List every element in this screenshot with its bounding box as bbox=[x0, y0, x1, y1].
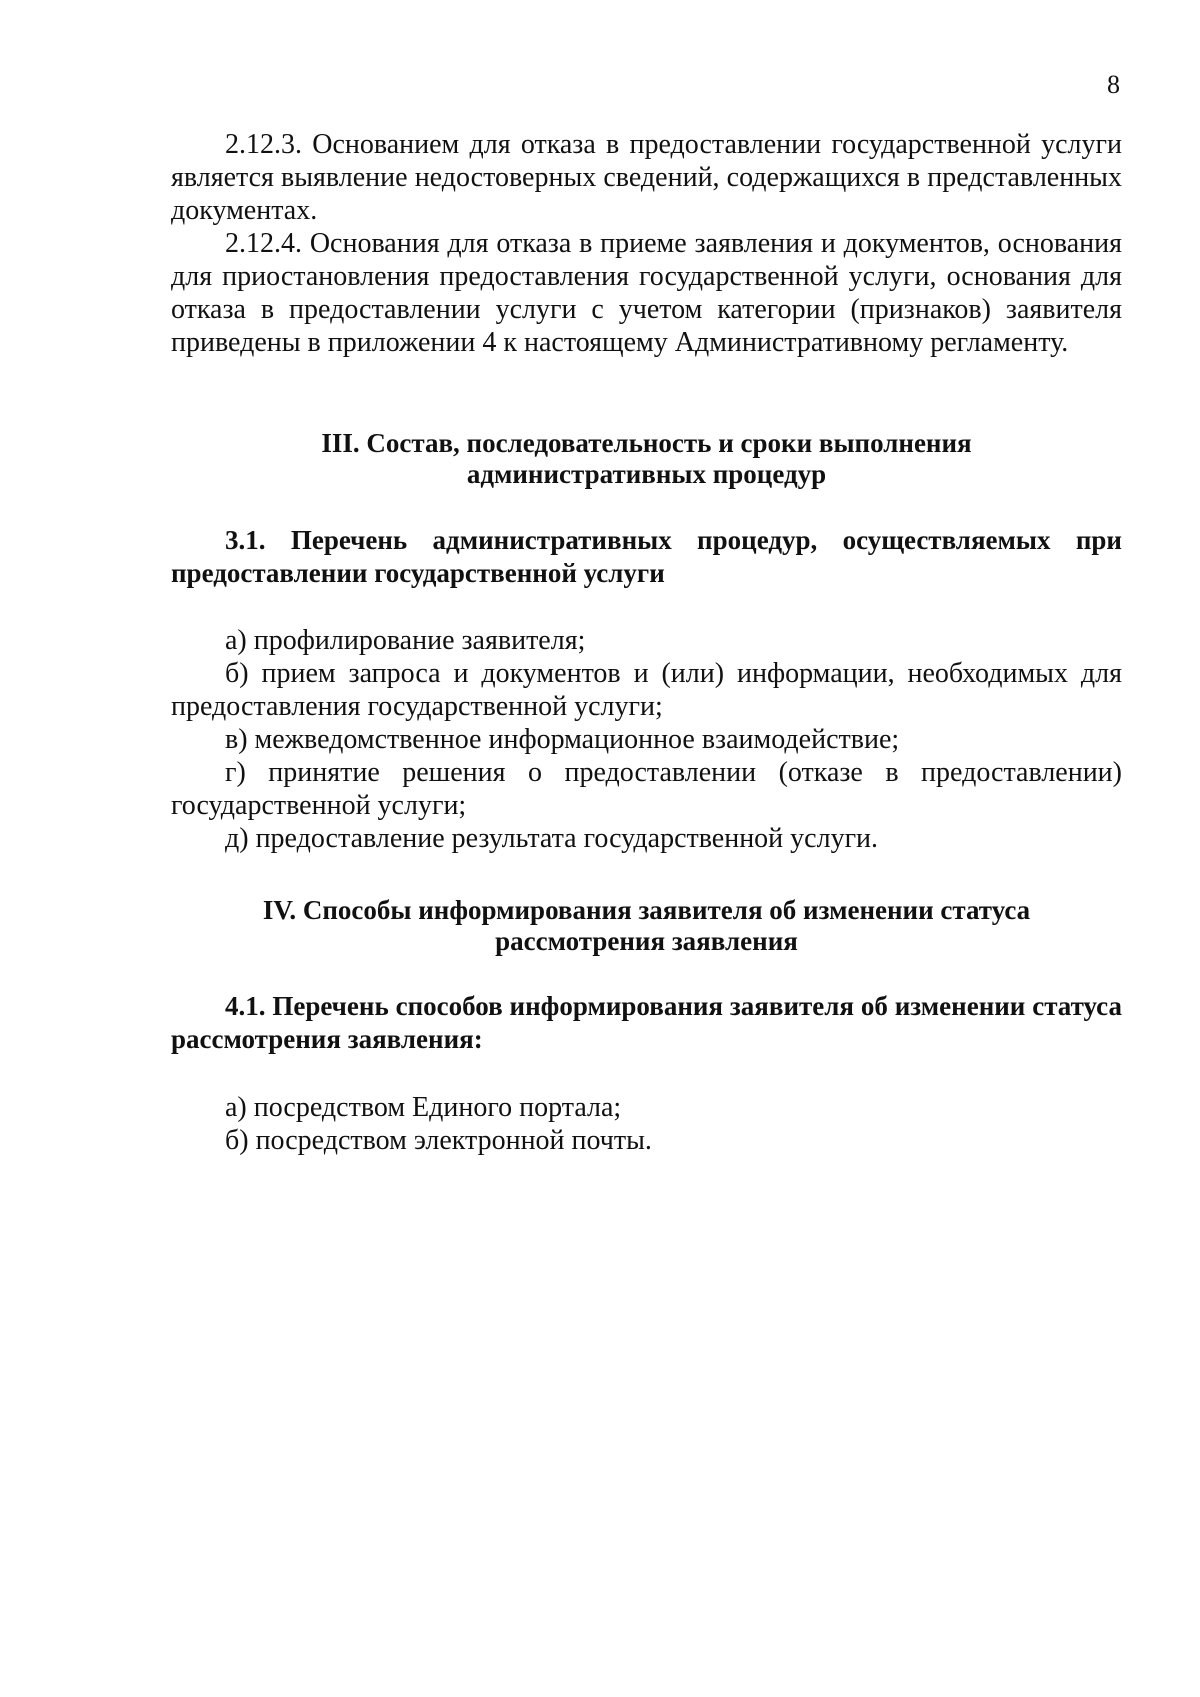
section-3-1-subheading bbox=[171, 524, 1122, 590]
page-number: 8 bbox=[1107, 70, 1120, 99]
section-4-heading-line-1: IV. Способы информирования заявителя об изменении статуса bbox=[262, 895, 1031, 925]
list-item: а) профилирование заявителя; bbox=[225, 625, 586, 656]
paragraph-2-12-3: 2.12.3. Основанием для отказа в предоставлении государственной услуги является выявление недостоверных сведений, содержащихся в представленных документах. bbox=[171, 129, 1122, 226]
section-3-list bbox=[171, 624, 1122, 855]
list-item: д) предоставление результата государственной услуги. bbox=[225, 823, 879, 854]
section-4-1-subheading bbox=[171, 990, 1122, 1056]
section-2-text bbox=[171, 128, 1122, 359]
list-item: б) посредством электронной почты. bbox=[225, 1125, 652, 1156]
section-4-list bbox=[171, 1091, 1122, 1157]
section-4-heading bbox=[171, 895, 1122, 957]
section-3-1-subheading-text: 3.1. Перечень административных процедур, осуществляемых при предоставлении государственной услуги bbox=[171, 525, 1122, 588]
section-4-1-subheading-text: 4.1. Перечень способов информирования заявителя об изменении статуса рассмотрения заявления: bbox=[171, 991, 1122, 1054]
section-4-heading-line-2: рассмотрения заявления bbox=[495, 926, 798, 956]
paragraph-2-12-4: 2.12.4. Основания для отказа в приеме заявления и документов, основания для приостановления предоставления государственной услуги, основания для отказа в предоставлении услуги с учетом категории (признаков) заявителя приведены в приложении 4 к настоящему Административному регламенту. bbox=[171, 228, 1122, 358]
section-3-heading-line-2: административных процедур bbox=[466, 459, 827, 489]
section-3-heading-line-1: III. Состав, последовательность и сроки выполнения bbox=[321, 428, 972, 458]
list-item: б) прием запроса и документов и (или) информации, необходимых для предоставления государственной услуги; bbox=[171, 658, 1122, 722]
section-3-heading bbox=[171, 428, 1122, 490]
list-item: а) посредством Единого портала; bbox=[225, 1092, 622, 1123]
list-item: г) принятие решения о предоставлении (отказе в предоставлении) государственной услуги; bbox=[171, 757, 1122, 821]
list-item: в) межведомственное информационное взаимодействие; bbox=[225, 724, 900, 755]
